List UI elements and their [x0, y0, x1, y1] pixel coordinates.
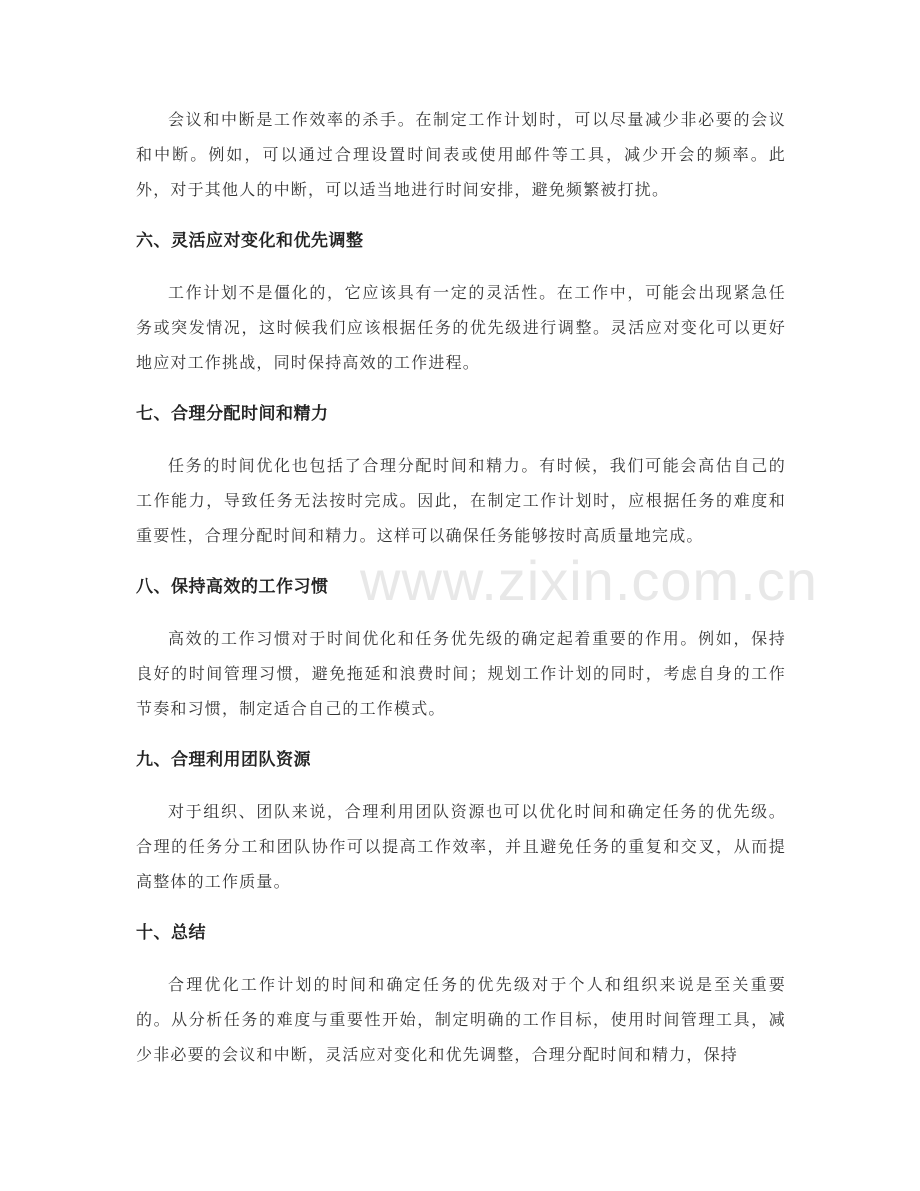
section-6: [136, 229, 786, 380]
intro-paragraph: 会议和中断是工作效率的杀手。在制定工作计划时，可以尽量减少非必要的会议和中断。例如，可以通过合理设置时间表或使用邮件等工具，减少开会的频率。此外，对于其他人的中断，可以适当地进行时间安排，避免频繁被打扰。: [136, 110, 786, 199]
document-body: [136, 102, 786, 1094]
section-heading: 九、合理利用团队资源: [136, 750, 311, 770]
section-heading: 八、保持高效的工作习惯: [136, 577, 329, 597]
section-paragraph: 任务的时间优化也包括了合理分配时间和精力。有时候，我们可能会高估自己的工作能力，导致任务无法按时完成。因此，在制定工作计划时，应根据任务的难度和重要性，合理分配时间和精力。这样可以确保任务能够按时高质量地完成。: [136, 456, 786, 545]
section-8: [136, 575, 786, 726]
section-10: [136, 921, 786, 1072]
section-paragraph: 对于组织、团队来说，合理利用团队资源也可以优化时间和确定任务的优先级。合理的任务分工和团队协作可以提高工作效率，并且避免任务的重复和交叉，从而提高整体的工作质量。: [136, 802, 786, 891]
section-7: [136, 402, 786, 553]
section-heading: 十、总结: [136, 923, 206, 943]
section-paragraph: 合理优化工作计划的时间和确定任务的优先级对于个人和组织来说是至关重要的。从分析任务的难度与重要性开始，制定明确的工作目标，使用时间管理工具，减少非必要的会议和中断，灵活应对变化和优先调整，合理分配时间和精力，保持: [136, 975, 786, 1064]
section-heading: 六、灵活应对变化和优先调整: [136, 231, 364, 251]
section-paragraph: 高效的工作习惯对于时间优化和任务优先级的确定起着重要的作用。例如，保持良好的时间管理习惯，避免拖延和浪费时间；规划工作计划的同时，考虑自身的工作节奏和习惯，制定适合自己的工作模式。: [136, 629, 786, 718]
section-9: [136, 748, 786, 899]
watermark: www.zixin.com.cn: [360, 549, 818, 612]
section-paragraph: 工作计划不是僵化的，它应该具有一定的灵活性。在工作中，可能会出现紧急任务或突发情况，这时候我们应该根据任务的优先级进行调整。灵活应对变化可以更好地应对工作挑战，同时保持高效的工作进程。: [136, 283, 786, 372]
section-heading: 七、合理分配时间和精力: [136, 404, 329, 424]
